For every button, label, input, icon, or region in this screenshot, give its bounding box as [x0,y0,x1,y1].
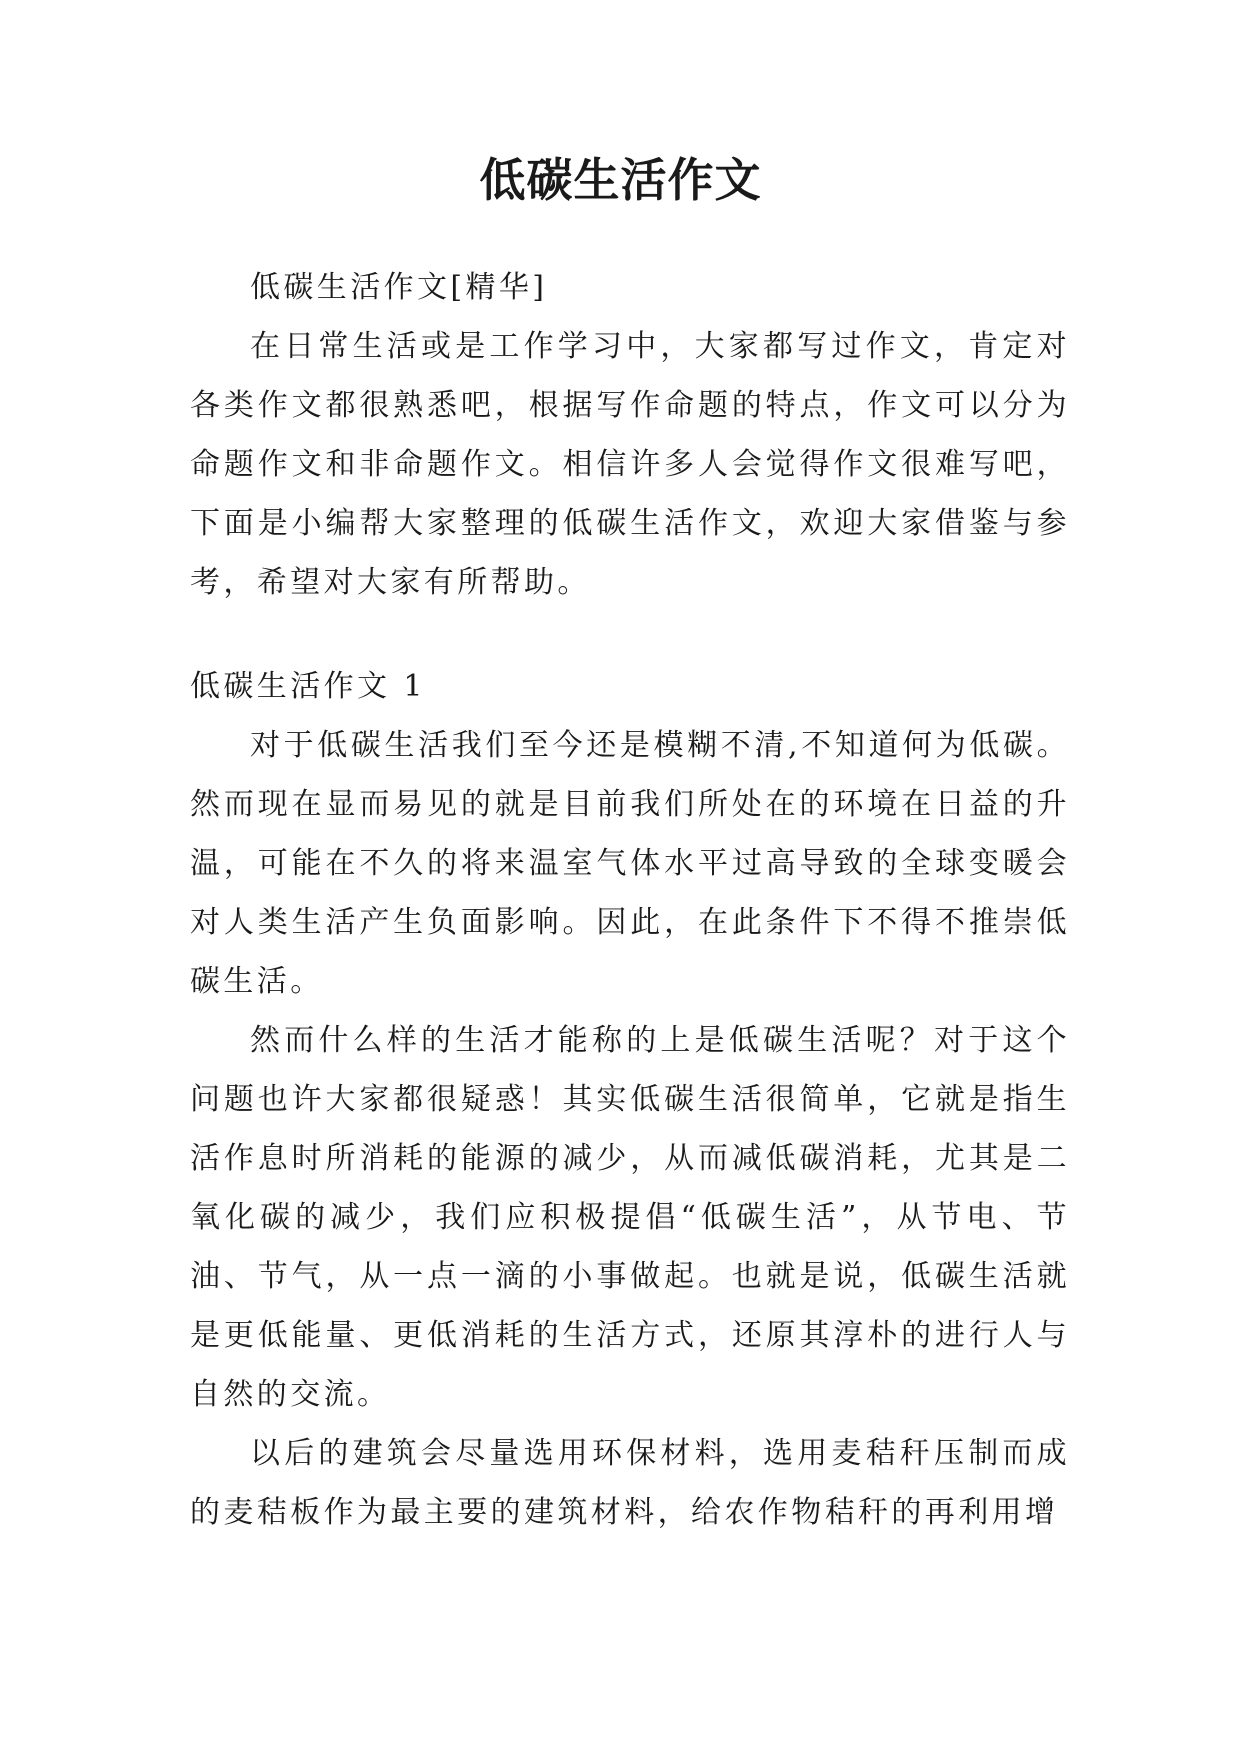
section-spacer [190,612,1070,657]
body-paragraph-2: 然而什么样的生活才能称的上是低碳生活呢？对于这个问题也许大家都很疑惑！其实低碳生活很简单，它就是指生活作息时所消耗的能源的减少，从而减低碳消耗，尤其是二氧化碳的减少，我们应积极提倡“低碳生活”，从节电、节油、节气，从一点一滴的小事做起。也就是说，低碳生活就是更低能量、更低消耗的生活方式，还原其淳朴的进行人与自然的交流。 [190,1023,1070,1412]
document-title: 低碳生活作文 [479,153,762,207]
intro-paragraph: 在日常生活或是工作学习中，大家都写过作文，肯定对各类作文都很熟悉吧，根据写作命题的特点，作文可以分为命题作文和非命题作文。相信许多人会觉得作文很难写吧，下面是小编帮大家整理的低碳生活作文，欢迎大家借鉴与参考，希望对大家有所帮助。 [190,329,1070,600]
intro-heading: 低碳生活作文[精华] [250,270,548,305]
body-paragraph-1: 对于低碳生活我们至今还是模糊不清,不知道何为低碳。然而现在显而易见的就是目前我们所处在的环境在日益的升温，可能在不久的将来温室气体水平过高导致的全球变暖会对人类生活产生负面影响。因此，在此条件下不得不推崇低碳生活。 [190,728,1070,999]
section-heading: 低碳生活作文 1 [190,669,426,704]
document-body [190,258,1070,1542]
body-paragraph-3: 以后的建筑会尽量选用环保材料，选用麦秸秆压制而成的麦秸板作为最主要的建筑材料，给农作物秸秆的再利用增 [190,1436,1070,1530]
